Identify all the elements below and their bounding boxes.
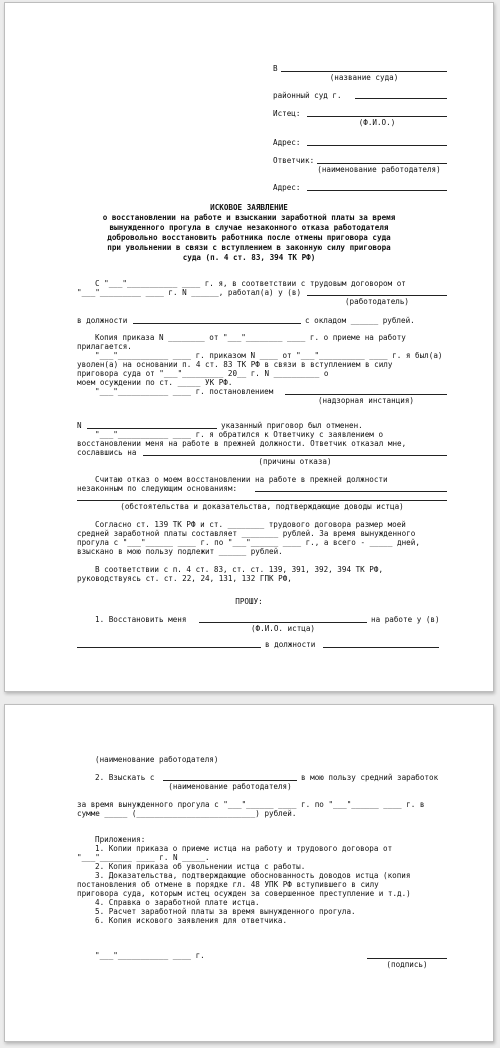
defendant-address-line <box>307 190 447 191</box>
refusal-reason-line <box>143 455 447 456</box>
attachment-2: 2. Копия приказа об увольнении истца с работы. <box>95 862 306 871</box>
supervisory-line <box>285 394 447 395</box>
request-2-label: 2. Взыскать с <box>95 773 155 782</box>
employer-recover-line <box>163 780 297 781</box>
signature-caption: (подпись) <box>386 960 428 969</box>
attachment-3: 3. Доказательства, подтверждающие обоснованность доводов истца (копия <box>95 871 411 880</box>
plaintiff-name-caption: (Ф.И.О. истца) <box>250 624 315 633</box>
decision-number-line <box>87 428 217 429</box>
body-line-2: "___"_________ ____ г. N ______, работал(а) у (в) <box>77 288 302 297</box>
grounds-line-1 <box>255 491 447 492</box>
plaintiff-address-label: Адрес: <box>273 138 301 147</box>
employer-name-caption: (наименование работодателя) <box>95 755 219 764</box>
employer-recover-caption: (наименование работодателя) <box>168 782 292 791</box>
title-line-2: вынужденного прогула в случае незаконного отказа работодателя <box>109 223 389 232</box>
attachment-6: 6. Копия искового заявления для ответчика. <box>95 916 288 925</box>
decision-number-label: N <box>77 421 82 430</box>
salary-text: с окладом ______ рублей. <box>305 316 415 325</box>
request-2-line-3: сумме _____ (__________________________) рублей. <box>77 809 297 818</box>
body-line-22: руководствуясь ст. ст. 22, 24, 131, 132 ГПК РФ, <box>77 574 292 583</box>
document-page-2 <box>4 704 494 1042</box>
attachment-5: 5. Расчет заработной платы за время вынужденного прогула. <box>95 907 356 916</box>
district-court-label: районный суд г. <box>273 91 342 100</box>
body-line-9: моем осуждении по ст. _____ УК РФ. <box>77 378 233 387</box>
request-1-label: 1. Восстановить меня <box>95 615 187 624</box>
body-line-18: средней заработной платы составляет ________ рублей. За время вынужденного <box>77 529 416 538</box>
body-line-19: прогула с "___"______ ____ г. по "___"______ ____ г., а всего - _____ дней, <box>77 538 420 547</box>
attachments-heading: Приложения: <box>95 835 146 844</box>
body-line-17: Согласно ст. 139 ТК РФ и ст. ________ трудового договора размер моей <box>95 520 406 529</box>
position-line <box>133 323 301 324</box>
title-line-4: при увольнении в связи с вступлением в законную силу приговора <box>107 243 391 252</box>
body-line-11: указанный приговор был отменен. <box>221 421 363 430</box>
employer-caption: (работодатель) <box>344 297 409 306</box>
request-2-line-2: за время вынужденного прогула с "___"______ ____ г. по "___"______ ____ г. в <box>77 800 425 809</box>
body-line-10: "___"___________ ____ г. постановлением <box>95 387 274 396</box>
signature-line <box>367 958 447 959</box>
attachment-3-cont-1: постановления об отмене в порядке гл. 48 УПК РФ вступившего в силу <box>77 880 379 889</box>
document-heading: ИСКОВОЕ ЗАЯВЛЕНИЕ <box>210 203 288 212</box>
plaintiff-name-line <box>199 622 367 623</box>
defendant-address-label: Адрес: <box>273 183 301 192</box>
court-prefix: В <box>273 64 278 73</box>
grounds-line-2 <box>77 500 447 501</box>
document-date: "___"___________ ____ г. <box>95 951 205 960</box>
body-line-16: незаконным по следующим основаниям: <box>77 484 238 493</box>
defendant-line <box>317 163 447 164</box>
employer-name-line <box>77 647 261 648</box>
body-line-4: Копия приказа N ________ от "___"________ ____ г. о приеме на работу <box>95 333 406 342</box>
supervisory-caption: (надзорная инстанция) <box>317 396 414 405</box>
position-name-line <box>323 647 439 648</box>
body-line-7: уволен(а) на основании п. 4 ст. 83 ТК РФ в связи в вступлением в силу <box>77 360 393 369</box>
position-label: в должности <box>77 316 128 325</box>
title-line-1: о восстановлении на работе и взыскании заработной платы за время <box>102 213 396 222</box>
employer-line <box>307 295 447 296</box>
body-line-5: прилагается. <box>77 342 132 351</box>
body-line-1: С "___"___________ ____ г. я, в соответствии с трудовым договором от <box>95 279 406 288</box>
attachment-1: 1. Копии приказа о приеме истца на работу и трудового договора от <box>95 844 393 853</box>
body-line-6: "___"___________ ____ г. приказом N ____ от "___"__________ ____ г. я был(а) <box>95 351 443 360</box>
refusal-reason-caption: (причины отказа) <box>258 457 332 466</box>
request-1-position-label: в должности <box>265 640 316 649</box>
body-line-21: В соответствии с п. 4 ст. 83, ст. ст. 139, 391, 392, 394 ТК РФ, <box>95 565 384 574</box>
district-court-line <box>355 98 447 99</box>
body-line-12: "___"___________ ____ г. я обратился к Ответчику с заявлением о <box>95 430 384 439</box>
plaintiff-caption: (Ф.И.О.) <box>358 118 396 127</box>
body-line-20: взыскано в мою пользу подлежит ______ рублей. <box>77 547 283 556</box>
title-line-3: добровольно восстановить работника после отмены приговора суда <box>107 233 391 242</box>
body-line-15: Считаю отказ о моем восстановлении на работе в прежней должности <box>95 475 388 484</box>
request-heading: ПРОШУ: <box>235 597 263 606</box>
plaintiff-line <box>307 116 447 117</box>
body-line-13: восстановлении меня на работе в прежней должности. Ответчик отказал мне, <box>77 439 407 448</box>
body-line-8: приговора суда от "___"_________ 20__ г. N __________ о <box>77 369 329 378</box>
defendant-label: Ответчик: <box>273 156 315 165</box>
attachment-4: 4. Справка о заработной плате истца. <box>95 898 260 907</box>
request-1-suffix: на работе у (в) <box>371 615 440 624</box>
attachment-1-cont: "___"_______ ____ г. N _____. <box>77 853 210 862</box>
attachment-3-cont-2: приговора суда, которым истец осужден за совершенное преступление и т.д.) <box>77 889 411 898</box>
defendant-caption: (наименование работодателя) <box>317 165 441 174</box>
grounds-caption: (обстоятельства и доказательства, подтверждающие доводы истца) <box>120 502 404 511</box>
court-caption: (название суда) <box>329 73 399 82</box>
request-2-suffix: в мою пользу средний заработок <box>301 773 439 782</box>
body-line-14: сославшись на <box>77 448 137 457</box>
court-line <box>281 71 447 72</box>
plaintiff-label: Истец: <box>273 109 301 118</box>
document-page-1 <box>4 2 494 692</box>
plaintiff-address-line <box>307 145 447 146</box>
title-line-5: суда (п. 4 ст. 83, 394 ТК РФ) <box>182 253 316 262</box>
